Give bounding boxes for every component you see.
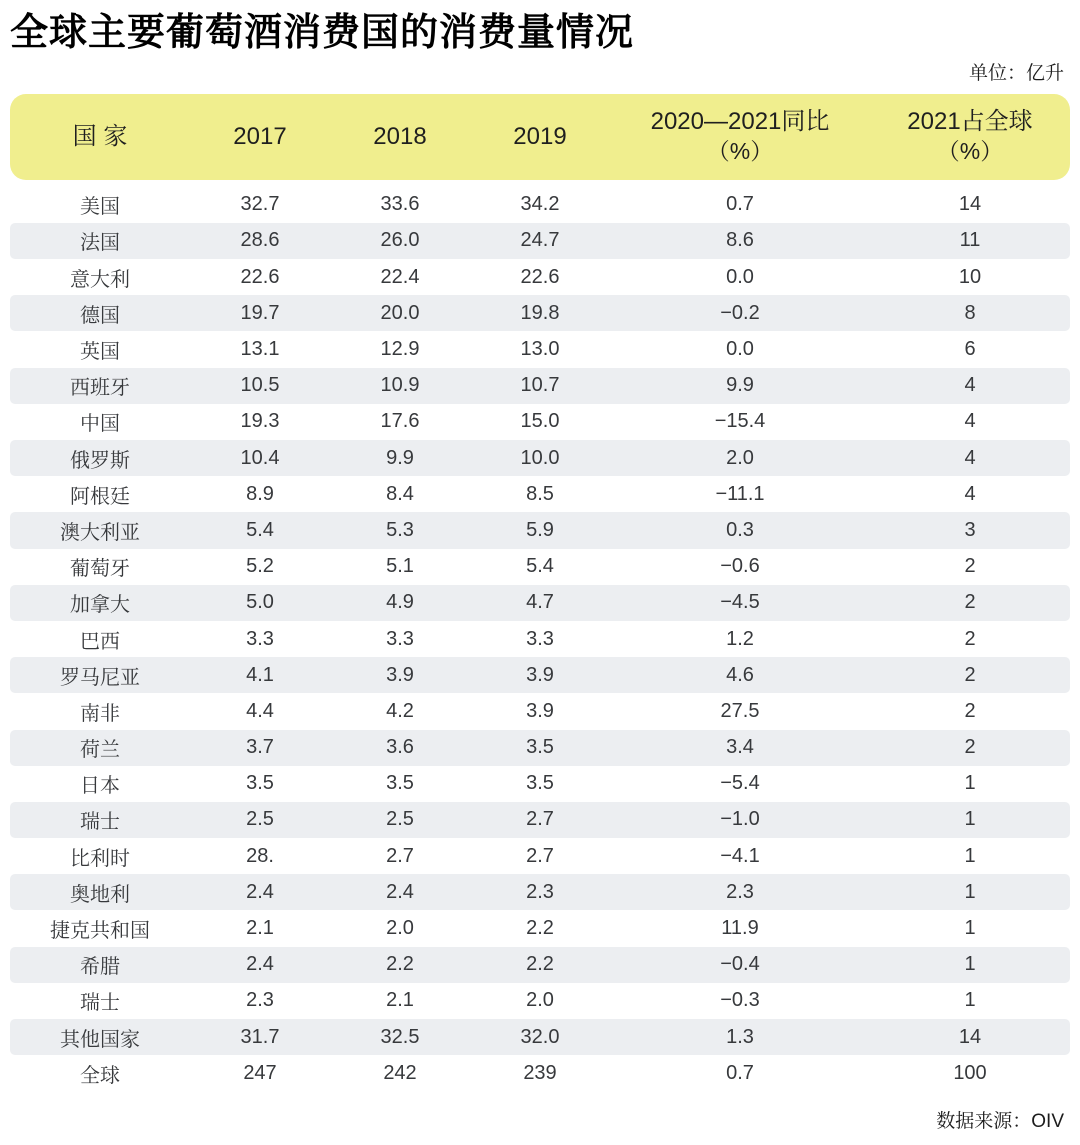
cell-share: 8 <box>964 301 976 324</box>
cell-2019: 24.7 <box>520 229 560 252</box>
cell-yoy: −1.0 <box>720 808 760 831</box>
cell-yoy: 1.2 <box>726 627 754 650</box>
cell-2017: 3.7 <box>246 736 274 759</box>
cell-yoy: 2.3 <box>726 880 754 903</box>
cell-2019: 13.0 <box>520 338 560 361</box>
cell-country: 加拿大 <box>70 594 130 617</box>
cell-share: 4 <box>964 482 976 505</box>
cell-2017: 8.9 <box>246 482 274 505</box>
cell-2018: 8.4 <box>386 482 414 505</box>
cell-2018: 4.2 <box>386 699 414 722</box>
cell-2018: 9.9 <box>386 446 414 469</box>
cell-country: 瑞士 <box>80 811 120 834</box>
cell-country: 美国 <box>80 196 120 219</box>
cell-2017: 4.4 <box>246 699 274 722</box>
cell-2019: 5.4 <box>526 555 554 578</box>
col-header-2019: 2019 <box>513 122 567 150</box>
cell-yoy: 11.9 <box>721 917 759 940</box>
table-row <box>10 621 1070 657</box>
cell-country: 捷克共和国 <box>50 920 150 943</box>
cell-2017: 22.6 <box>240 265 280 288</box>
cell-country: 葡萄牙 <box>70 558 130 581</box>
cell-2017: 2.1 <box>246 917 274 940</box>
cell-2017: 28.6 <box>240 229 280 252</box>
table-row <box>10 440 1070 476</box>
cell-share: 4 <box>964 374 976 397</box>
table-row <box>10 874 1070 910</box>
cell-2018: 2.7 <box>386 844 414 867</box>
table-row <box>10 802 1070 838</box>
unit-label: 单位：亿升 <box>968 62 1064 84</box>
cell-yoy: 4.6 <box>726 663 754 686</box>
cell-2019: 32.0 <box>520 1025 560 1048</box>
cell-2018: 2.4 <box>386 880 414 903</box>
table-row <box>10 1055 1070 1091</box>
cell-2018: 3.6 <box>386 736 414 759</box>
cell-country: 俄罗斯 <box>70 449 130 472</box>
table-row <box>10 223 1070 259</box>
cell-2019: 2.7 <box>526 844 554 867</box>
cell-2019: 2.7 <box>526 808 554 831</box>
cell-country: 全球 <box>80 1064 120 1087</box>
wine-consumption-page <box>10 0 1070 1133</box>
cell-2017: 5.0 <box>246 591 274 614</box>
cell-share: 1 <box>964 772 976 795</box>
cell-2019: 2.3 <box>526 880 554 903</box>
cell-share: 100 <box>953 1061 987 1084</box>
cell-share: 2 <box>964 591 976 614</box>
cell-2019: 2.2 <box>526 953 554 976</box>
col-header-country: 国 家 <box>72 122 128 150</box>
table-row <box>10 1019 1070 1055</box>
cell-share: 6 <box>964 338 976 361</box>
cell-yoy: 1.3 <box>726 1025 754 1048</box>
table-row <box>10 657 1070 693</box>
cell-yoy: −11.1 <box>715 482 765 505</box>
col-header-2017: 2017 <box>233 122 287 150</box>
cell-share: 14 <box>958 1025 982 1048</box>
cell-2017: 31.7 <box>240 1025 280 1048</box>
cell-2018: 2.5 <box>386 808 414 831</box>
cell-2017: 2.4 <box>246 880 274 903</box>
cell-share: 1 <box>964 880 976 903</box>
cell-2019: 3.9 <box>526 699 554 722</box>
cell-2017: 247 <box>243 1061 277 1084</box>
source-label: 数据来源：OIV <box>936 1111 1064 1133</box>
table-row <box>10 838 1070 874</box>
table-row <box>10 368 1070 404</box>
cell-yoy: 0.0 <box>726 338 754 361</box>
cell-country: 澳大利亚 <box>60 521 140 544</box>
cell-share: 11 <box>959 229 981 252</box>
col-header-yoy <box>610 107 870 166</box>
cell-2019: 3.5 <box>526 736 554 759</box>
table-row <box>10 187 1070 223</box>
table-row <box>10 331 1070 367</box>
cell-2017: 3.5 <box>246 772 274 795</box>
cell-country: 奥地利 <box>70 883 130 906</box>
cell-2018: 20.0 <box>380 301 420 324</box>
cell-yoy: 3.4 <box>726 736 754 759</box>
table-row <box>10 983 1070 1019</box>
cell-2019: 10.0 <box>520 446 560 469</box>
table-row <box>10 476 1070 512</box>
cell-country: 罗马尼亚 <box>60 666 140 689</box>
cell-share: 1 <box>964 844 976 867</box>
cell-2017: 13.1 <box>240 338 280 361</box>
cell-share: 10 <box>958 265 982 288</box>
cell-yoy: −15.4 <box>714 410 766 433</box>
cell-2019: 10.7 <box>520 374 560 397</box>
cell-2018: 242 <box>383 1061 417 1084</box>
cell-country: 巴西 <box>80 630 120 653</box>
table-row <box>10 910 1070 946</box>
table-row <box>10 585 1070 621</box>
cell-2018: 5.1 <box>386 555 414 578</box>
cell-2018: 22.4 <box>380 265 420 288</box>
cell-2017: 19.3 <box>240 410 280 433</box>
cell-2018: 2.0 <box>386 917 414 940</box>
cell-2018: 33.6 <box>380 193 420 216</box>
cell-yoy: −0.6 <box>720 555 760 578</box>
cell-2018: 4.9 <box>386 591 414 614</box>
cell-share: 14 <box>958 193 982 216</box>
cell-share: 1 <box>964 917 976 940</box>
cell-2019: 34.2 <box>520 193 560 216</box>
cell-yoy: −5.4 <box>720 772 760 795</box>
cell-share: 2 <box>964 555 976 578</box>
cell-country: 荷兰 <box>80 739 120 762</box>
cell-2017: 3.3 <box>246 627 274 650</box>
cell-2019: 239 <box>523 1061 557 1084</box>
col-header-yoy-line1: 2020—2021同比 <box>650 108 830 136</box>
col-header-2018: 2018 <box>373 122 427 150</box>
cell-2018: 5.3 <box>386 518 414 541</box>
table-body <box>10 187 1070 1092</box>
cell-share: 4 <box>964 446 976 469</box>
cell-2019: 3.3 <box>526 627 554 650</box>
cell-share: 1 <box>964 953 976 976</box>
cell-2017: 32.7 <box>240 193 280 216</box>
cell-country: 意大利 <box>70 268 130 291</box>
col-header-share <box>870 107 1070 166</box>
cell-2019: 3.5 <box>526 772 554 795</box>
cell-yoy: 0.0 <box>726 265 754 288</box>
cell-2017: 2.4 <box>246 953 274 976</box>
cell-yoy: 27.5 <box>720 699 760 722</box>
cell-2018: 3.9 <box>386 663 414 686</box>
cell-yoy: −0.3 <box>720 989 760 1012</box>
cell-2018: 26.0 <box>380 229 420 252</box>
cell-2018: 10.9 <box>380 374 420 397</box>
cell-country: 中国 <box>80 413 120 436</box>
cell-2017: 5.2 <box>246 555 274 578</box>
cell-share: 2 <box>964 627 976 650</box>
cell-country: 瑞士 <box>80 992 120 1015</box>
cell-2018: 32.5 <box>380 1025 420 1048</box>
cell-country: 其他国家 <box>60 1028 140 1051</box>
cell-country: 日本 <box>80 775 120 798</box>
cell-share: 1 <box>964 808 976 831</box>
cell-2018: 2.1 <box>386 989 414 1012</box>
table-row <box>10 404 1070 440</box>
cell-share: 1 <box>964 989 976 1012</box>
page-title: 全球主要葡萄酒消费国的消费量情况 <box>10 12 635 54</box>
col-header-share-line2: （%） <box>936 138 1004 165</box>
cell-share: 2 <box>964 699 976 722</box>
table-row <box>10 947 1070 983</box>
cell-2019: 8.5 <box>526 482 554 505</box>
cell-yoy: −0.4 <box>720 953 760 976</box>
cell-country: 希腊 <box>80 956 120 979</box>
cell-2017: 5.4 <box>246 518 274 541</box>
cell-2018: 12.9 <box>380 338 420 361</box>
cell-yoy: 2.0 <box>726 446 754 469</box>
cell-2017: 2.5 <box>246 808 274 831</box>
table-row <box>10 295 1070 331</box>
cell-country: 比利时 <box>70 847 130 870</box>
cell-yoy: −4.5 <box>720 591 760 614</box>
cell-share: 3 <box>964 518 976 541</box>
consumption-table <box>10 94 1070 1092</box>
cell-2017: 4.1 <box>246 663 274 686</box>
table-row <box>10 766 1070 802</box>
cell-country: 南非 <box>80 702 120 725</box>
cell-yoy: 0.7 <box>726 1061 754 1084</box>
cell-2019: 3.9 <box>526 663 554 686</box>
cell-2017: 19.7 <box>240 301 280 324</box>
cell-2017: 10.4 <box>240 446 280 469</box>
cell-2019: 5.9 <box>526 518 554 541</box>
table-row <box>10 512 1070 548</box>
cell-share: 2 <box>964 663 976 686</box>
cell-2019: 15.0 <box>520 410 560 433</box>
cell-country: 英国 <box>80 341 120 364</box>
cell-yoy: 0.7 <box>726 193 754 216</box>
cell-2018: 3.5 <box>386 772 414 795</box>
cell-country: 阿根廷 <box>70 485 130 508</box>
col-header-share-line1: 2021占全球 <box>907 108 1033 136</box>
cell-share: 4 <box>964 410 976 433</box>
cell-2019: 4.7 <box>526 591 554 614</box>
cell-2018: 2.2 <box>386 953 414 976</box>
cell-2019: 2.0 <box>526 989 554 1012</box>
cell-yoy: 8.6 <box>726 229 754 252</box>
cell-2017: 10.5 <box>240 374 280 397</box>
cell-2019: 19.8 <box>520 301 560 324</box>
cell-2017: 2.3 <box>246 989 274 1012</box>
cell-2019: 22.6 <box>520 265 560 288</box>
cell-yoy: 9.9 <box>726 374 754 397</box>
cell-yoy: −0.2 <box>720 301 760 324</box>
table-row <box>10 730 1070 766</box>
col-header-yoy-line2: （%） <box>706 138 774 165</box>
cell-2018: 3.3 <box>386 627 414 650</box>
cell-country: 西班牙 <box>70 377 130 400</box>
cell-2017: 28. <box>246 844 274 867</box>
table-row <box>10 693 1070 729</box>
table-row <box>10 259 1070 295</box>
cell-2018: 17.6 <box>380 410 420 433</box>
cell-country: 德国 <box>80 304 120 327</box>
cell-yoy: 0.3 <box>726 518 754 541</box>
cell-share: 2 <box>964 736 976 759</box>
cell-country: 法国 <box>80 232 120 255</box>
cell-2019: 2.2 <box>526 917 554 940</box>
table-header-row <box>10 94 1070 180</box>
table-row <box>10 549 1070 585</box>
cell-yoy: −4.1 <box>720 844 760 867</box>
